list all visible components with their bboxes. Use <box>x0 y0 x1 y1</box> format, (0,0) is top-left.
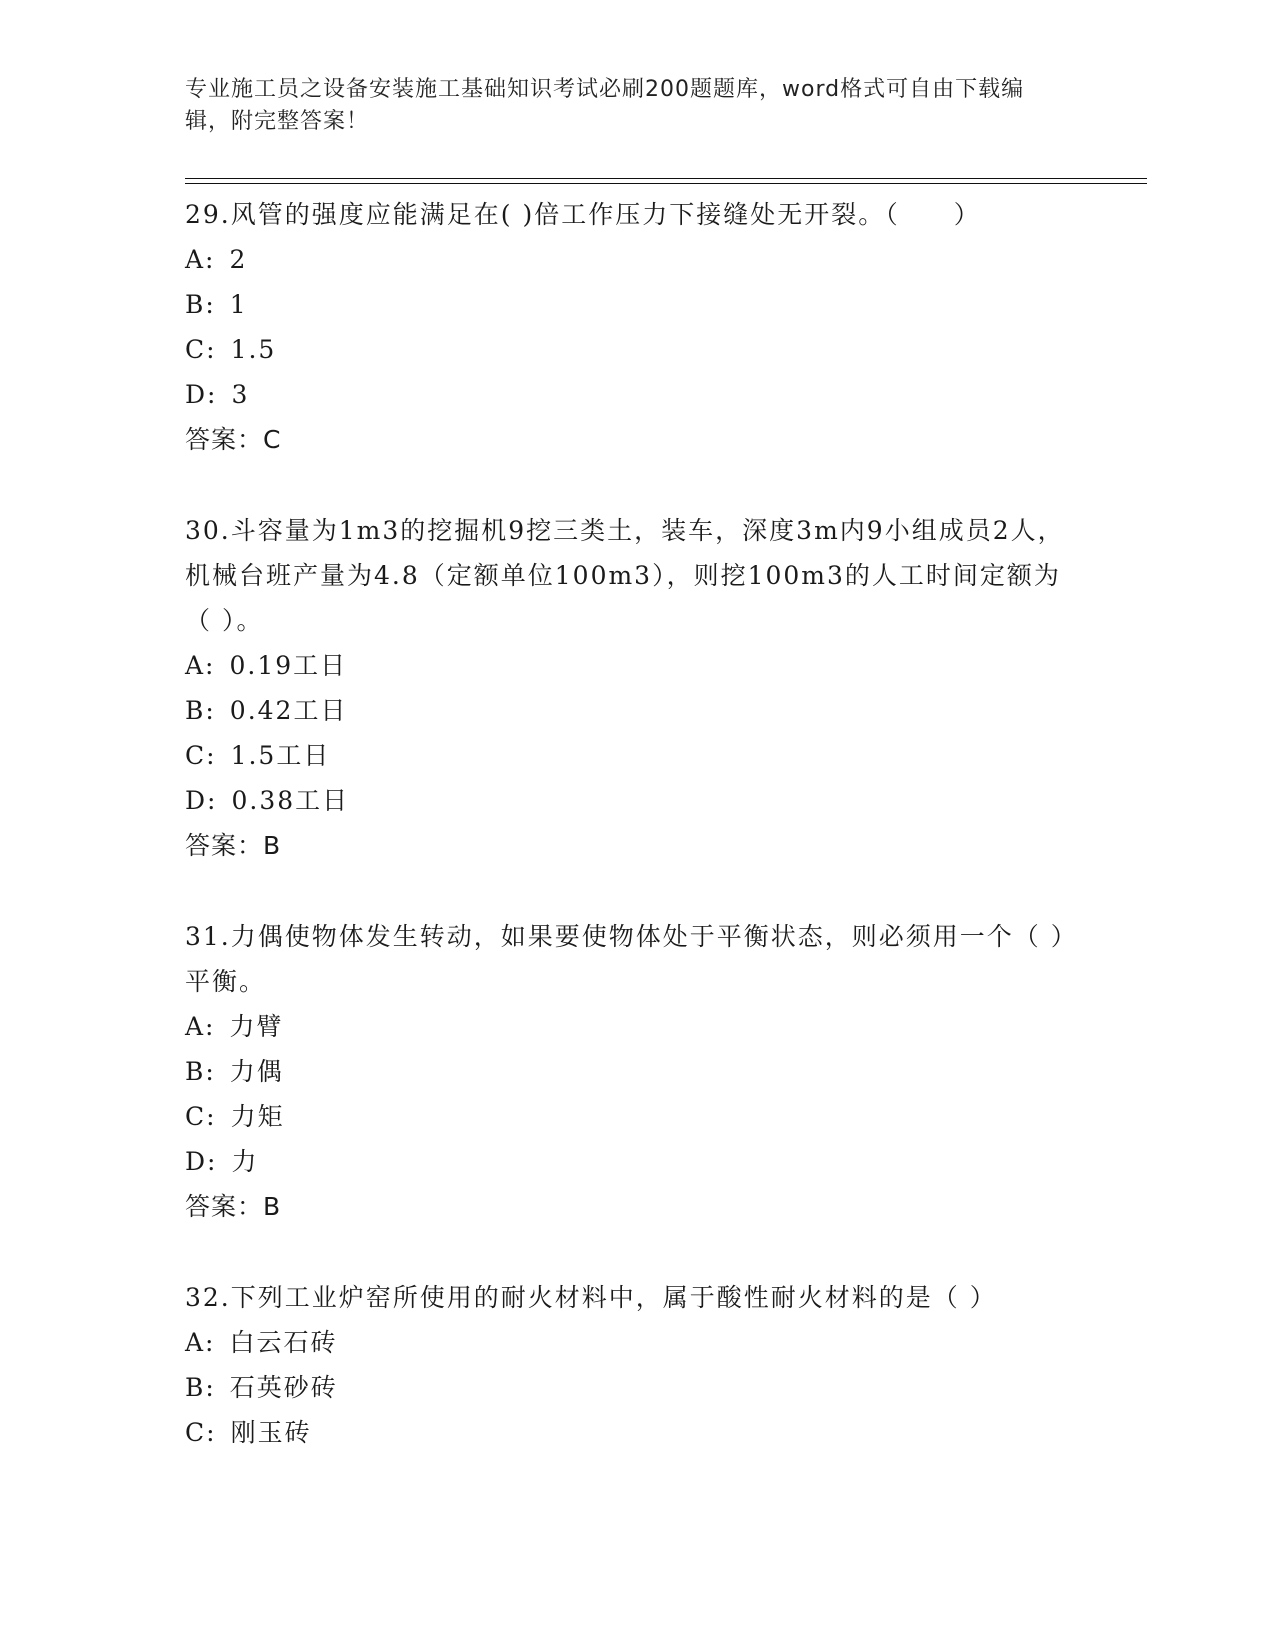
option-value: 力臂 <box>229 1012 284 1041</box>
option-c <box>185 733 1075 778</box>
option-letter: C: <box>185 1102 217 1131</box>
option-c <box>185 1094 1075 1139</box>
option-a <box>185 1320 1075 1365</box>
option-value: 1 <box>229 290 248 319</box>
question-29 <box>185 192 1075 462</box>
option-letter: A: <box>185 245 216 274</box>
option-value: 0.38工日 <box>231 786 350 815</box>
answer-text: 答案：C <box>185 425 282 454</box>
option-value: 力偶 <box>229 1057 284 1086</box>
option-b <box>185 282 1075 327</box>
document-header: 专业施工员之设备安装施工基础知识考试必刷200题题库，word格式可自由下载编辑，附完整答案！ <box>185 77 1025 134</box>
question-text: 32.下列工业炉窑所使用的耐火材料中，属于酸性耐火材料的是（ ） <box>185 1283 997 1312</box>
answer-text: 答案：B <box>185 831 282 860</box>
option-d <box>185 778 1075 823</box>
spacer <box>185 462 1075 508</box>
option-value: 力矩 <box>230 1102 285 1131</box>
question-text: 31.力偶使物体发生转动，如果要使物体处于平衡状态，则必须用一个（ ）平衡。 <box>185 922 1066 996</box>
option-letter: A: <box>185 1328 216 1357</box>
option-letter: C: <box>185 741 217 770</box>
option-a <box>185 643 1075 688</box>
option-value: 白云石砖 <box>229 1328 338 1357</box>
option-letter: D: <box>185 1147 218 1176</box>
option-value: 1.5工日 <box>230 741 331 770</box>
option-letter: B: <box>185 696 216 725</box>
option-c <box>185 1410 1075 1455</box>
option-letter: A: <box>185 1012 216 1041</box>
option-letter: D: <box>185 786 218 815</box>
option-value: 2 <box>229 245 248 274</box>
spacer <box>185 1229 1075 1275</box>
option-value: 0.19工日 <box>229 651 348 680</box>
spacer <box>185 868 1075 914</box>
option-b <box>185 1365 1075 1410</box>
option-letter: C: <box>185 335 217 364</box>
question-text: 30.斗容量为1m3的挖掘机9挖三类土，装车，深度3m内9小组成员2人，机械台班产量为4.8（定额单位100m3），则挖100m3的人工时间定额为（ ）。 <box>185 516 1065 635</box>
option-value: 0.42工日 <box>229 696 348 725</box>
option-a <box>185 1004 1075 1049</box>
option-letter: C: <box>185 1418 217 1447</box>
option-letter: B: <box>185 1057 216 1086</box>
answer-text: 答案：B <box>185 1192 282 1221</box>
option-value: 3 <box>231 380 250 409</box>
question-32 <box>185 1275 1075 1455</box>
option-c <box>185 327 1075 372</box>
option-letter: B: <box>185 1373 216 1402</box>
option-letter: B: <box>185 290 216 319</box>
option-a <box>185 237 1075 282</box>
option-d <box>185 1139 1075 1184</box>
option-value: 1.5 <box>230 335 277 364</box>
option-letter: D: <box>185 380 218 409</box>
question-list <box>185 192 1075 1455</box>
question-31 <box>185 914 1075 1229</box>
option-d <box>185 372 1075 417</box>
option-value: 刚玉砖 <box>230 1418 312 1447</box>
header-divider-top <box>185 178 1147 179</box>
option-letter: A: <box>185 651 216 680</box>
question-text: 29.风管的强度应能满足在( )倍工作压力下接缝处无开裂。（ ） <box>185 200 981 229</box>
option-b <box>185 1049 1075 1094</box>
header-divider-bottom <box>185 183 1147 184</box>
question-30 <box>185 508 1075 868</box>
option-value: 力 <box>231 1147 259 1176</box>
option-value: 石英砂砖 <box>229 1373 338 1402</box>
option-b <box>185 688 1075 733</box>
